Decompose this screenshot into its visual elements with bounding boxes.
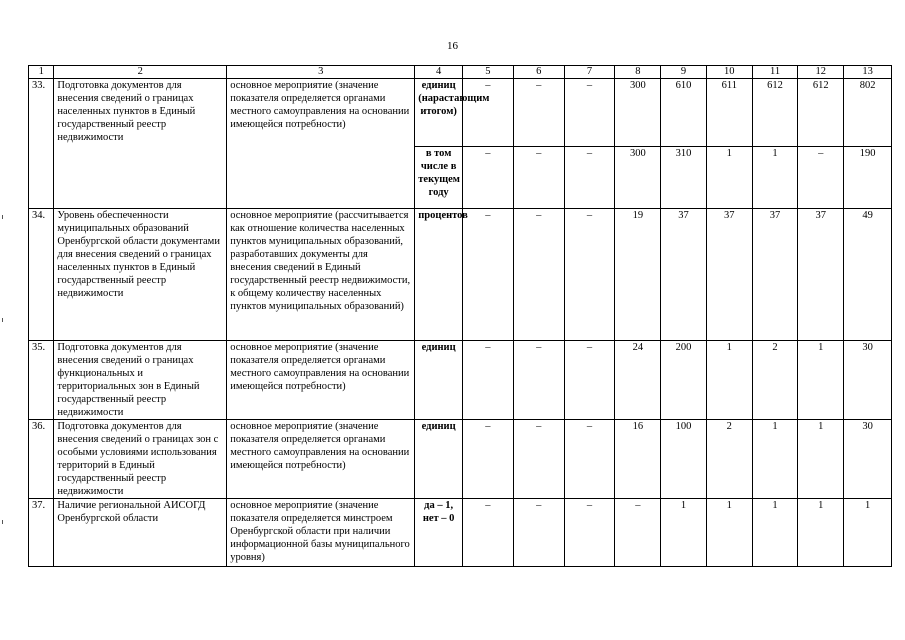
unit-cell: единиц bbox=[415, 420, 463, 499]
value-cell: – bbox=[564, 147, 615, 209]
indicator-name: Подготовка документов для внесения сведений о границах населенных пунктов в Единый государственный реестр недвижимости bbox=[54, 79, 227, 209]
value-cell: 300 bbox=[615, 147, 661, 209]
table-row bbox=[29, 341, 892, 420]
page-number: 16 bbox=[447, 40, 458, 52]
value-cell: 612 bbox=[752, 79, 798, 147]
value-cell: 1 bbox=[798, 499, 844, 567]
value-cell: 1 bbox=[798, 341, 844, 420]
scan-mark bbox=[2, 318, 3, 322]
value-cell: – bbox=[463, 209, 514, 341]
value-cell: – bbox=[564, 341, 615, 420]
value-cell: – bbox=[798, 147, 844, 209]
value-cell: – bbox=[564, 499, 615, 567]
value-cell: 200 bbox=[661, 341, 707, 420]
value-cell: – bbox=[463, 147, 514, 209]
indicator-name: Уровень обеспеченности муниципальных образований Оренбургской области документами для внесения сведений о границах населенных пунктов в Единый государственный реестр недвижимости bbox=[54, 209, 227, 341]
column-header: 6 bbox=[513, 66, 564, 79]
value-cell: 37 bbox=[752, 209, 798, 341]
value-cell: 100 bbox=[661, 420, 707, 499]
value-cell: – bbox=[564, 420, 615, 499]
row-number: 34. bbox=[29, 209, 54, 341]
value-cell: 300 bbox=[615, 79, 661, 147]
column-header: 11 bbox=[752, 66, 798, 79]
column-header: 1 bbox=[29, 66, 54, 79]
value-cell: 802 bbox=[844, 79, 892, 147]
value-cell: 610 bbox=[661, 79, 707, 147]
value-cell: 1 bbox=[798, 420, 844, 499]
table-row bbox=[29, 79, 892, 147]
unit-cell: единиц (нарастающим итогом) bbox=[415, 79, 463, 147]
value-cell: 49 bbox=[844, 209, 892, 341]
value-cell: 1 bbox=[661, 499, 707, 567]
indicator-type: основное мероприятие (значение показателя определяется органами местного самоуправления на основании имеющейся потребности) bbox=[227, 341, 415, 420]
value-cell: 30 bbox=[844, 341, 892, 420]
value-cell: – bbox=[463, 420, 514, 499]
unit-cell: да – 1, нет – 0 bbox=[415, 499, 463, 567]
value-cell: – bbox=[564, 209, 615, 341]
column-header: 10 bbox=[706, 66, 752, 79]
column-header: 12 bbox=[798, 66, 844, 79]
indicator-type: основное мероприятие (значение показателя определяется органами местного самоуправления на основании имеющейся потребности) bbox=[227, 79, 415, 209]
value-cell: 1 bbox=[706, 499, 752, 567]
value-cell: – bbox=[513, 420, 564, 499]
column-header: 3 bbox=[227, 66, 415, 79]
column-header: 2 bbox=[54, 66, 227, 79]
value-cell: 37 bbox=[706, 209, 752, 341]
value-cell: 2 bbox=[752, 341, 798, 420]
value-cell: – bbox=[513, 79, 564, 147]
row-number: 37. bbox=[29, 499, 54, 567]
value-cell: – bbox=[513, 147, 564, 209]
value-cell: 190 bbox=[844, 147, 892, 209]
indicator-name: Подготовка документов для внесения сведений о границах зон с особыми условиями использования территорий в Единый государственный реестр недвижимости bbox=[54, 420, 227, 499]
row-number: 36. bbox=[29, 420, 54, 499]
column-header: 13 bbox=[844, 66, 892, 79]
value-cell: – bbox=[615, 499, 661, 567]
value-cell: – bbox=[463, 341, 514, 420]
header-row bbox=[29, 66, 892, 79]
value-cell: – bbox=[513, 341, 564, 420]
column-header: 4 bbox=[415, 66, 463, 79]
value-cell: 19 bbox=[615, 209, 661, 341]
scan-mark bbox=[2, 215, 3, 219]
row-number: 33. bbox=[29, 79, 54, 209]
column-header: 5 bbox=[463, 66, 514, 79]
value-cell: – bbox=[564, 79, 615, 147]
unit-cell: в том числе в текущем году bbox=[415, 147, 463, 209]
unit-cell: единиц bbox=[415, 341, 463, 420]
value-cell: 1 bbox=[706, 147, 752, 209]
row-number: 35. bbox=[29, 341, 54, 420]
value-cell: – bbox=[513, 499, 564, 567]
value-cell: 310 bbox=[661, 147, 707, 209]
value-cell: 30 bbox=[844, 420, 892, 499]
value-cell: 1 bbox=[752, 499, 798, 567]
value-cell: 24 bbox=[615, 341, 661, 420]
table-row bbox=[29, 420, 892, 499]
value-cell: 611 bbox=[706, 79, 752, 147]
indicator-name: Подготовка документов для внесения сведений о границах функциональных и территориальных зон в Единый государственный реестр недвижимости bbox=[54, 341, 227, 420]
value-cell: 1 bbox=[706, 341, 752, 420]
value-cell: 1 bbox=[752, 147, 798, 209]
value-cell: 1 bbox=[752, 420, 798, 499]
value-cell: – bbox=[463, 79, 514, 147]
indicator-type: основное мероприятие (значение показателя определяется органами местного самоуправления на основании имеющейся потребности) bbox=[227, 420, 415, 499]
indicator-type: основное мероприятие (значение показателя определяется минстроем Оренбургской области при наличии информационной базы муниципального уровня) bbox=[227, 499, 415, 567]
indicators-table bbox=[28, 65, 892, 567]
value-cell: – bbox=[513, 209, 564, 341]
column-header: 7 bbox=[564, 66, 615, 79]
value-cell: 37 bbox=[661, 209, 707, 341]
value-cell: 1 bbox=[844, 499, 892, 567]
column-header: 8 bbox=[615, 66, 661, 79]
column-header: 9 bbox=[661, 66, 707, 79]
indicator-type: основное мероприятие (рассчитывается как отношение количества населенных пунктов муниципальных образований, разработавших документы для внесения сведений в Единый государственный реестр недвижимости, к общему количеству населенных пунктов муниципальных образований) bbox=[227, 209, 415, 341]
value-cell: 16 bbox=[615, 420, 661, 499]
value-cell: 612 bbox=[798, 79, 844, 147]
table-row bbox=[29, 209, 892, 341]
value-cell: – bbox=[463, 499, 514, 567]
table-row bbox=[29, 499, 892, 567]
scan-mark bbox=[2, 520, 3, 524]
unit-cell: процентов bbox=[415, 209, 463, 341]
indicator-name: Наличие региональной АИСОГД Оренбургской области bbox=[54, 499, 227, 567]
value-cell: 2 bbox=[706, 420, 752, 499]
value-cell: 37 bbox=[798, 209, 844, 341]
